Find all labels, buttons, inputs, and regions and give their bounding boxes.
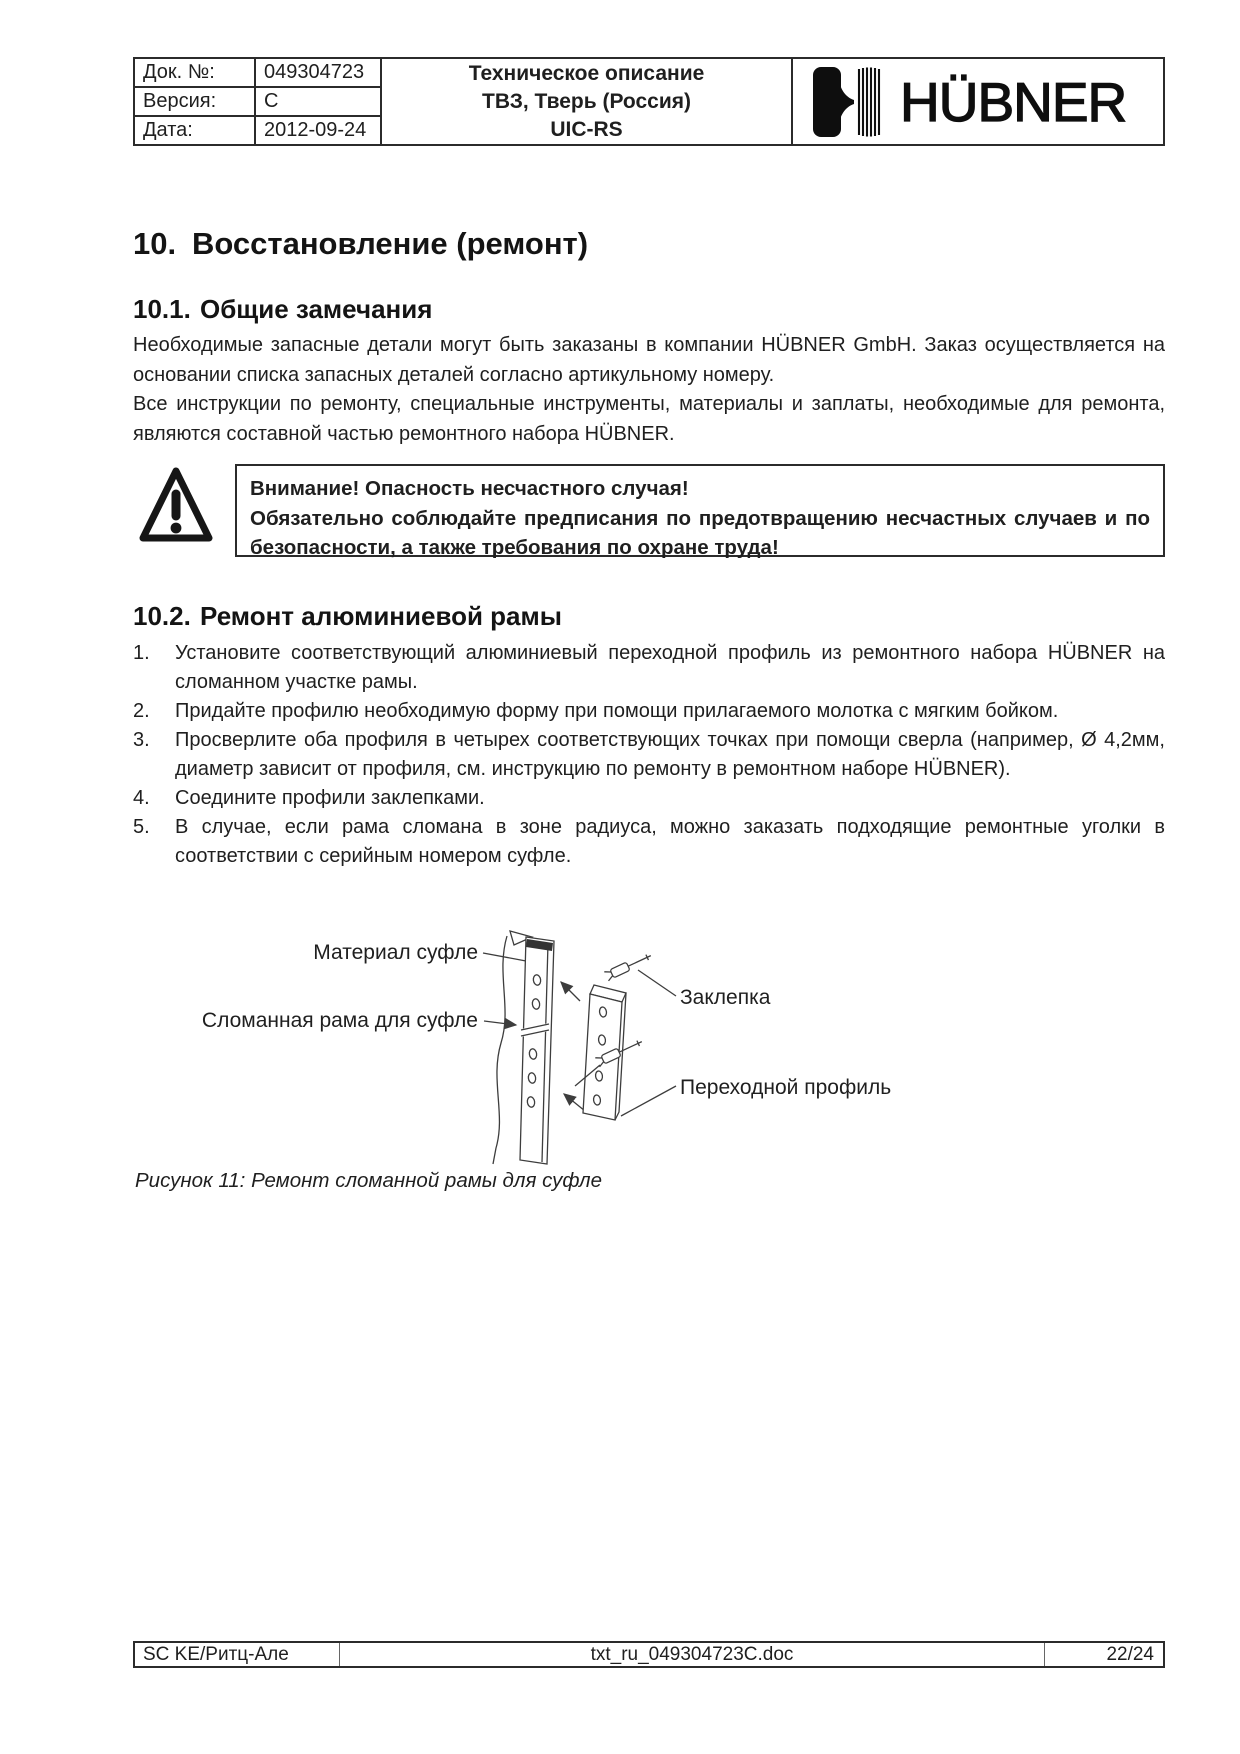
list-item-text: Соедините профили заклепками. [175,787,485,809]
warning-triangle-icon [136,464,216,546]
figure-label-broken-frame: Сломанная рама для суфле [201,1009,478,1032]
table-row [135,88,380,117]
list-item [133,697,1165,726]
table-row [135,117,380,144]
figure-label-profile: Переходной профиль [680,1076,892,1099]
footer-author: SC KE/Ритц-Але [135,1643,340,1666]
footer-filename: txt_ru_049304723C.doc [340,1643,1045,1666]
doc-info-table [135,59,382,144]
list-item [133,639,1165,697]
rivet-icon [604,951,653,981]
heading-number: 10. [133,226,177,261]
material-wavy-edge [493,936,507,1164]
leader-line [621,1086,676,1116]
paragraph: Необходимые запасные детали могут быть заказаны в компании HÜBNER GmbH. Заказ осуществляется на основании списка запасных деталей согласно артикульному номеру. [133,334,1165,386]
list-item-number: 2. [133,700,150,722]
leader-line [638,970,676,996]
footer [133,1641,1165,1668]
leader-line [483,953,526,961]
list-item-text: Установите соответствующий алюминиевый переходной профиль из ремонтного набора HÜBNER на сломанном участке рамы. [175,642,1165,693]
logo-text: HÜBNER [900,70,1127,133]
section-heading-10 [133,226,588,262]
list-item-text: Просверлите оба профиля в четырех соответствующих точках при помощи сверла (например, Ø 4,2мм, диаметр зависит от профиля, см. инструкцию по ремонту в ремонтном наборе HÜBNER). [175,729,1165,780]
list-item-number: 1. [133,642,150,664]
list-item [133,784,1165,813]
document-title-block [382,59,791,144]
list-item-number: 4. [133,787,150,809]
footer-page-number: 22/24 [1106,1643,1154,1665]
warning-box [235,464,1165,557]
document-title-line: Техническое описание [468,61,705,85]
paragraph: Все инструкции по ремонту, специальные инструменты, материалы и заплаты, необходимые для ремонта, являются составной частью ремонтного набора HÜBNER. [133,393,1165,445]
date-label: Дата: [135,117,256,144]
mount-arrow [561,982,580,1001]
figure-caption: Рисунок 11: Ремонт сломанной рамы для суфле [135,1169,603,1192]
heading-title: Ремонт алюминиевой рамы [200,601,562,631]
repair-steps-list [133,639,1165,871]
header [133,57,1165,146]
figure-label-rivet: Заклепка [680,986,771,1009]
heading-number: 10.2. [133,601,191,631]
leader-arrow [484,1021,516,1025]
section-heading-10-1 [133,294,432,325]
warning-body: Обязательно соблюдайте предписания по предотвращению несчастных случаев и по безопасности, а также требования по охране труда! [250,506,1150,559]
doc-number-value: 049304723 [264,61,365,83]
hubner-logo-icon [813,66,891,138]
document-title-line: ТВЗ, Тверь (Россия) [482,89,691,113]
document-title-line: UIC-RS [550,117,623,141]
table-row [135,59,380,88]
list-item [133,726,1165,784]
date-value: 2012-09-24 [264,119,367,141]
list-item-number: 5. [133,816,150,838]
figure-label-material: Материал суфле [313,941,478,964]
logo-cell [791,59,1163,144]
version-label: Версия: [135,88,256,115]
doc-number-label: Док. №: [135,59,256,86]
list-item-text: В случае, если рама сломана в зоне радиуса, можно заказать подходящие ремонтные уголки в соответствии с серийным номером суфле. [175,816,1165,867]
list-item-text: Придайте профилю необходимую форму при помощи прилагаемого молотка с мягким бойком. [175,700,1059,722]
list-item-number: 3. [133,729,150,751]
list-item [133,813,1165,871]
version-value: C [264,90,279,112]
warning-title: Внимание! Опасность несчастного случая! [250,477,689,500]
section-10-1-text [133,331,1165,449]
heading-title: Общие замечания [200,294,433,324]
broken-frame-strip [520,937,554,1164]
heading-number: 10.1. [133,294,191,324]
section-heading-10-2 [133,601,562,632]
mount-arrow [564,1094,585,1111]
heading-title: Восстановление (ремонт) [192,226,589,261]
figure-diagram [133,928,1165,1168]
